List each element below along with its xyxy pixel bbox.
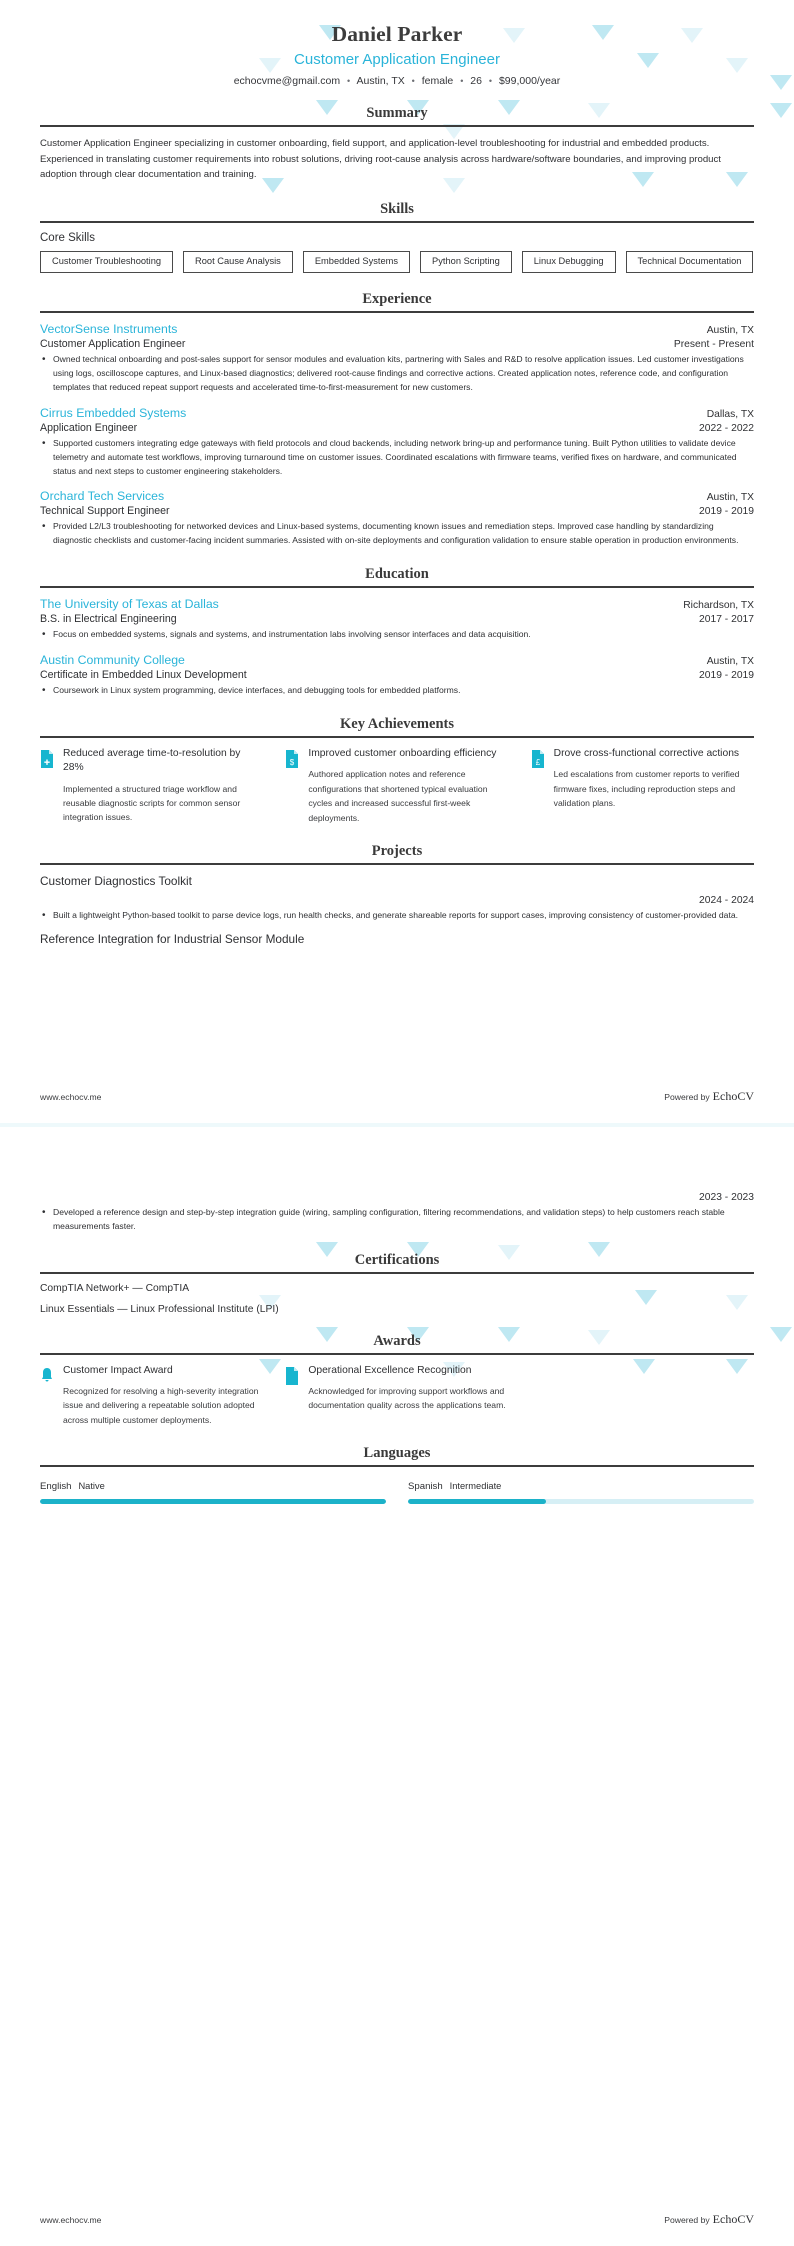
languages-grid bbox=[40, 1476, 754, 1504]
section-divider bbox=[40, 125, 754, 127]
section-heading-languages: Languages bbox=[363, 1445, 431, 1462]
education-institution[interactable]: Austin Community College bbox=[40, 653, 185, 668]
svg-text:$: $ bbox=[290, 758, 295, 768]
education-degree: B.S. in Electrical Engineering bbox=[40, 613, 177, 626]
header-job-title: Customer Application Engineer bbox=[294, 51, 500, 68]
project-name: Customer Diagnostics Toolkit bbox=[40, 874, 192, 889]
resume-page-2 bbox=[0, 1127, 794, 2246]
experience-role: Technical Support Engineer bbox=[40, 505, 170, 518]
contact-location: Austin, TX bbox=[356, 75, 405, 87]
section-heading-summary: Summary bbox=[366, 105, 428, 121]
education-entry bbox=[40, 597, 754, 642]
award-title: Customer Impact Award bbox=[63, 1364, 173, 1376]
education-bullet: • Coursework in Linux system programming, device interfaces, and debugging tools for embedded platforms. bbox=[40, 684, 754, 698]
skill-chip: Linux Debugging bbox=[522, 251, 616, 273]
section-heading-skills: Skills bbox=[380, 200, 414, 217]
key-achievement-title: Reduced average time-to-resolution by 28% bbox=[63, 748, 241, 774]
contact-gender: female bbox=[421, 75, 454, 87]
summary-text: Customer Application Engineer specializing in customer onboarding, field support, and application-level troubleshooting for industrial and embedded products. Experienced in translating customer requirements into robust solutions, driving root-cause analysis across hardware/software boundaries, and improving product adoption through clear documentation and training. bbox=[40, 138, 721, 181]
skills-chip-list bbox=[40, 251, 754, 273]
experience-bullet: • Owned technical onboarding and post-sales support for sensor modules and evaluation kits, partnering with Sales and R&D to resolve application issues. Led customer investigations using logs, oscilloscope captures, and Linux-based diagnostics; delivered root-cause findings and corrective actions. Created application notes, reference code, and configuration templates that reduced repeat support requests and accelerated time-to-first-measurement for new customers. bbox=[40, 353, 754, 395]
projects-continued bbox=[40, 1127, 754, 1234]
svg-text:£: £ bbox=[535, 758, 540, 768]
section-experience bbox=[40, 291, 754, 548]
document-pound-icon bbox=[531, 750, 545, 768]
key-achievement-title: Improved customer onboarding efficiency bbox=[308, 748, 497, 760]
education-location: Richardson, TX bbox=[683, 600, 754, 612]
project-dates: 2023 - 2023 bbox=[699, 1192, 754, 1203]
certification-item: CompTIA Network+ — CompTIA bbox=[40, 1282, 190, 1294]
footer-powered-by bbox=[664, 1087, 754, 1105]
header-contact-line bbox=[40, 75, 754, 87]
section-awards bbox=[40, 1333, 754, 1428]
section-heading-awards: Awards bbox=[373, 1332, 421, 1349]
project-dates: 2024 - 2024 bbox=[699, 895, 754, 907]
language-name: Spanish bbox=[408, 1481, 443, 1493]
language-item bbox=[40, 1476, 386, 1504]
skill-chip: Technical Documentation bbox=[626, 251, 754, 273]
skill-chip: Root Cause Analysis bbox=[183, 251, 293, 273]
experience-entry bbox=[40, 489, 754, 548]
section-summary bbox=[40, 105, 754, 183]
section-heading-certifications: Certifications bbox=[354, 1251, 440, 1268]
education-location: Austin, TX bbox=[706, 656, 754, 668]
section-divider bbox=[40, 221, 754, 223]
certification-item: Linux Essentials — Linux Professional Institute (LPI) bbox=[40, 1303, 279, 1315]
footer-url[interactable]: www.echocv.me bbox=[40, 2215, 102, 2225]
experience-organization[interactable]: Orchard Tech Services bbox=[40, 489, 165, 504]
language-proficiency-fill bbox=[408, 1499, 546, 1504]
section-projects bbox=[40, 843, 754, 946]
key-achievement-card bbox=[285, 747, 508, 825]
project-bullet: • Built a lightweight Python-based toolkit to parse device logs, run health checks, and generate shareable reports for support cases, improving consistency of customer-provided data. bbox=[40, 909, 754, 923]
document-dollar-icon bbox=[285, 750, 299, 768]
section-divider bbox=[40, 736, 754, 738]
footer-powered-label: Powered by bbox=[664, 2215, 710, 2225]
section-divider bbox=[40, 1272, 754, 1274]
skill-chip: Customer Troubleshooting bbox=[40, 251, 173, 273]
education-dates: 2017 - 2017 bbox=[699, 614, 754, 626]
contact-separator-icon: • bbox=[411, 76, 415, 87]
language-header bbox=[40, 1476, 386, 1494]
section-education bbox=[40, 566, 754, 698]
footer-brand: EchoCV bbox=[712, 1089, 754, 1103]
section-skills bbox=[40, 201, 754, 273]
language-proficiency-bar bbox=[40, 1499, 386, 1504]
experience-role: Application Engineer bbox=[40, 421, 138, 434]
experience-dates: Present - Present bbox=[673, 338, 754, 350]
experience-organization[interactable]: Cirrus Embedded Systems bbox=[40, 405, 187, 420]
contact-separator-icon: • bbox=[347, 76, 351, 87]
language-item bbox=[408, 1476, 754, 1504]
project-name: Reference Integration for Industrial Sensor Module bbox=[40, 931, 305, 946]
experience-location: Austin, TX bbox=[706, 492, 754, 504]
contact-email: echocvme@gmail.com bbox=[233, 75, 341, 87]
language-name: English bbox=[40, 1481, 72, 1493]
key-achievement-title: Drove cross-functional corrective actions bbox=[553, 748, 740, 760]
section-divider bbox=[40, 863, 754, 865]
footer-url[interactable]: www.echocv.me bbox=[40, 1092, 102, 1102]
education-bullet: • Focus on embedded systems, signals and systems, and instrumentation labs involving sensor interfaces and data acquisition. bbox=[40, 628, 754, 642]
section-heading-experience: Experience bbox=[362, 290, 432, 307]
skill-chip: Embedded Systems bbox=[303, 251, 410, 273]
education-institution[interactable]: The University of Texas at Dallas bbox=[40, 597, 219, 612]
experience-role: Customer Application Engineer bbox=[40, 337, 186, 350]
award-description: Recognized for resolving a high-severity integration issue and delivering a repeatable solution adopted across multiple customer deployments. bbox=[63, 1386, 259, 1425]
section-heading-education: Education bbox=[365, 566, 429, 583]
language-proficiency-bar bbox=[408, 1499, 754, 1504]
footer-brand: EchoCV bbox=[712, 2212, 754, 2226]
key-achievement-card bbox=[531, 747, 754, 825]
section-divider bbox=[40, 1353, 754, 1355]
contact-age: 26 bbox=[470, 75, 482, 87]
language-level: Intermediate bbox=[449, 1481, 502, 1492]
section-divider bbox=[40, 311, 754, 313]
project-entry bbox=[40, 1192, 754, 1234]
page-footer bbox=[40, 1087, 754, 1105]
experience-location: Dallas, TX bbox=[706, 408, 754, 420]
experience-bullet: • Provided L2/L3 troubleshooting for networked devices and Linux-based systems, documenting known issues and remediation steps. Improved case handling by standardizing diagnostic checklists and customer-facing incident summaries. Assisted with on-site deployments and configuration validation to ensure stable operation in production environments. bbox=[40, 520, 754, 548]
award-title: Operational Excellence Recognition bbox=[308, 1364, 472, 1376]
education-dates: 2019 - 2019 bbox=[699, 670, 754, 682]
bell-icon bbox=[40, 1367, 54, 1385]
key-achievements-grid bbox=[40, 747, 754, 825]
resume-header bbox=[40, 0, 754, 87]
award-description: Acknowledged for improving support workflows and documentation quality across the applications team. bbox=[308, 1386, 506, 1411]
contact-salary: $99,000/year bbox=[498, 75, 561, 87]
experience-location: Austin, TX bbox=[706, 324, 754, 336]
language-proficiency-fill bbox=[40, 1499, 386, 1504]
key-achievement-description: Implemented a structured triage workflow and reusable diagnostic scripts for common sensor integration issues. bbox=[63, 783, 241, 823]
section-heading-projects: Projects bbox=[371, 843, 423, 860]
document-icon bbox=[285, 1367, 299, 1385]
award-card bbox=[285, 1364, 508, 1428]
skills-group-title: Core Skills bbox=[40, 231, 95, 244]
awards-grid bbox=[40, 1364, 754, 1428]
experience-bullet: • Supported customers integrating edge gateways with field protocols and cloud backends, including network bring-up and performance tuning. Built Python utilities to validate device telemetry and automate test workflows, improving turnaround time on customer issues. Coordinated escalations with firmware teams, verified fixes on hardware, and communicated status and next steps to customer engineering stakeholders. bbox=[40, 437, 754, 479]
awards-grid-spacer bbox=[531, 1364, 754, 1428]
document-plus-icon bbox=[40, 750, 54, 768]
page-title: Daniel Parker bbox=[331, 22, 463, 46]
education-degree: Certificate in Embedded Linux Development bbox=[40, 669, 247, 682]
contact-separator-icon: • bbox=[488, 76, 493, 87]
section-heading-key-achievements: Key Achievements bbox=[340, 716, 454, 733]
project-bullet: • Developed a reference design and step-by-step integration guide (wiring, sampling configuration, filtering recommendations, and validation steps) to help customers reach stable measurements faster. bbox=[40, 1206, 754, 1234]
section-certifications bbox=[40, 1252, 754, 1315]
section-languages bbox=[40, 1445, 754, 1504]
project-entry bbox=[40, 874, 754, 923]
skill-chip: Python Scripting bbox=[420, 251, 512, 273]
footer-powered-by bbox=[664, 2210, 754, 2228]
key-achievement-description: Led escalations from customer reports to verified firmware fixes, including reproduction steps and validation plans. bbox=[553, 769, 740, 809]
contact-separator-icon: • bbox=[460, 76, 464, 87]
experience-entry bbox=[40, 406, 754, 479]
experience-dates: 2022 - 2022 bbox=[699, 422, 754, 434]
section-divider bbox=[40, 1465, 754, 1467]
experience-entry bbox=[40, 322, 754, 395]
language-level: Native bbox=[78, 1481, 105, 1492]
education-entry bbox=[40, 653, 754, 698]
language-header bbox=[408, 1476, 754, 1494]
key-achievement-description: Authored application notes and reference configurations that shortened typical evaluation cycles and increased successful first-week deployments. bbox=[308, 769, 488, 823]
experience-dates: 2019 - 2019 bbox=[699, 506, 754, 518]
section-divider bbox=[40, 586, 754, 588]
project-entry bbox=[40, 932, 754, 946]
key-achievement-card bbox=[40, 747, 263, 825]
footer-powered-label: Powered by bbox=[664, 1092, 710, 1102]
award-card bbox=[40, 1364, 263, 1428]
experience-organization[interactable]: VectorSense Instruments bbox=[40, 321, 178, 336]
page-footer bbox=[40, 2210, 754, 2228]
section-key-achievements bbox=[40, 716, 754, 825]
